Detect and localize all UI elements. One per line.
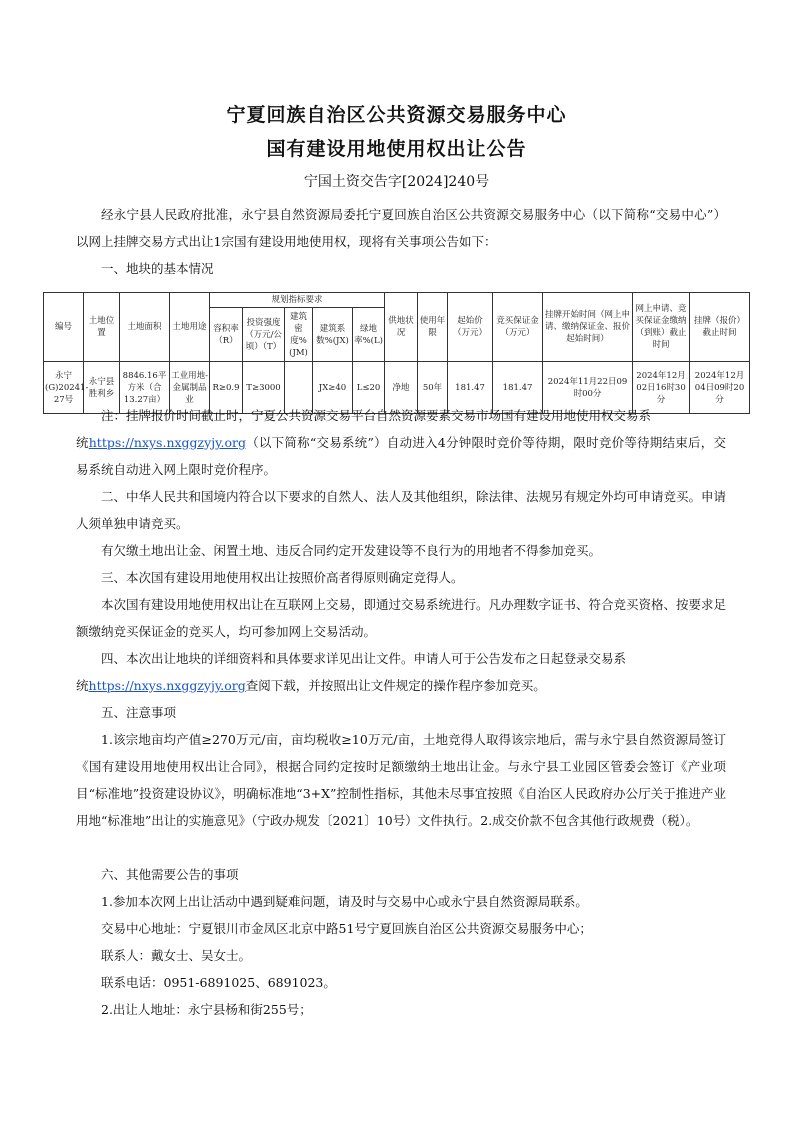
cell-listing-end: 2024年12月04日09时20分 [690,362,750,414]
header-location: 土地位置 [84,293,120,362]
note-paragraph [76,402,726,483]
section-6-item-5: 2.出让人地址：永宁县杨和街255号； [101,1002,312,1017]
header-plot-ratio: 容积率（R） [210,308,243,362]
header-term: 使用年限 [418,293,448,362]
cell-location: 永宁县胜利乡 [84,362,120,414]
cell-coefficient: JX≥40 [313,362,353,414]
note-suffix: （以下简称“交易系统”）自动进入4分钟限时竞价等待期，限时竞价等待期结束后，交易系统自动进入网上限时竞价程序。 [76,435,726,477]
header-density: 建筑密度%(JM) [285,308,313,362]
note-line-1: 注：挂牌报价时间截止时，宁夏公共资源交易平台自然资源要素交易市场国有建设用地使用权交易系 [101,408,652,423]
header-supply: 供地状况 [385,293,418,362]
header-use: 土地用途 [170,293,210,362]
section-5-heading: 五、注意事项 [101,705,177,720]
cell-deposit: 181.47 [493,362,543,414]
cell-green-rate: L≤20 [353,362,385,414]
trading-system-link[interactable]: https://nxys.nxggzyjy.org [88,435,246,450]
section-4-prefix: 统 [76,678,89,693]
intro-paragraph: 经永宁县人民政府批准，永宁县自然资源局委托宁夏回族自治区公共资源交易服务中心（以下简称“交易中心”）以网上挂牌交易方式出让1宗国有建设用地使用权，现将有关事项公告如下： [76,207,726,249]
cell-investment: T≥3000 [243,362,285,414]
header-start-price: 起始价（万元） [448,293,493,362]
notice-title: 国有建设用地使用权出让公告 [266,138,527,160]
note-line-2 [76,429,726,483]
cell-start-price: 181.47 [448,362,493,414]
section-3-detail: 本次国有建设用地使用权出让在互联网上交易，即通过交易系统进行。凡办理数字证书、符合竞买资格、按要求足额缴纳竞买保证金的竞买人，均可参加网上交易活动。 [76,597,727,639]
land-info-table [43,292,750,414]
section-2-restriction: 有欠缴土地出让金、闲置土地、违反合同约定开发建设等不良行为的用地者不得参加竞买。 [101,543,602,558]
cell-deadline: 2024年12月02日16时30分 [633,362,690,414]
section-4-line-1: 四、本次出让地块的详细资料和具体要求详见出让文件。申请人可于公告发布之日起登录交易系 [101,651,627,666]
header-area: 土地面积 [120,293,170,362]
cell-use: 工业用地-金属制品业 [170,362,210,414]
header-deposit: 竞买保证金（万元） [493,293,543,362]
org-title: 宁夏回族自治区公共资源交易服务中心 [226,104,567,126]
section-6-item-2: 交易中心地址：宁夏银川市金凤区北京中路51号宁夏回族自治区公共资源交易服务中心； [101,921,592,936]
section-3-paragraph: 三、本次国有建设用地使用权出让按照价高者得原则确定竞得人。 [101,570,464,585]
header-planning-group: 规划指标要求 [210,293,385,308]
note-prefix: 统 [76,435,89,450]
section-6-item-1: 1.参加本次网上出让活动中遇到疑难问题，请及时与交易中心或永宁县自然资源局联系。 [101,894,588,909]
cell-listing-start: 2024年11月22日09时00分 [543,362,633,414]
download-link[interactable]: https://nxys.nxggzyjy.org [88,678,246,693]
section-4-line-2 [76,672,726,699]
section-1-heading: 一、地块的基本情况 [101,261,214,276]
section-6-item-4: 联系电话：0951-6891025、6891023。 [101,975,336,990]
header-green-rate: 绿地率%(L) [353,308,385,362]
section-6-item-3: 联系人：戴女士、吴女士。 [101,948,252,963]
section-4-paragraph [76,645,726,699]
cell-term: 50年 [418,362,448,414]
section-5-paragraph: 1.该宗地亩均产值≥270万元/亩，亩均税收≥10万元/亩，土地竞得人取得该宗地后，需与永宁县自然资源局签订《国有建设用地使用权出让合同》，根据合同约定按时足额缴纳土地出让金。与永宁县工业园区管委会签订《产业项目“标准地”投资建设协议》，明确标准地“3+X”控制性指标，其他未尽事宜按照《自治区人民政府办公厅关于推进产业用地“标准地”出让的实施意见》（宁政办规发〔2021〕10号）文件执行。2.成交价款不包含其他行政规费（税）。 [76,732,726,828]
header-listing-end: 挂牌（报价）截止时间 [690,293,750,362]
cell-area: 8846.16平方米（合13.27亩） [120,362,170,414]
section-2-paragraph: 二、中华人民共和国境内符合以下要求的自然人、法人及其他组织，除法律、法规另有规定外均可申请竞买。申请人须单独申请竞买。 [76,489,727,531]
cell-no: 永宁(G)20241-27号 [44,362,84,414]
header-coefficient: 建筑系数%(JX) [313,308,353,362]
section-6-heading: 六、其他需要公告的事项 [101,867,239,882]
cell-supply: 净地 [385,362,418,414]
header-investment: 投资强度（万元/公顷）（T） [243,308,285,362]
header-deadline: 网上申请、竞买保证金缴纳（到账）截止时间 [633,293,690,362]
section-4-suffix: 查阅下载，并按照出让文件规定的操作程序参加竞买。 [245,678,546,693]
document-number: 宁国土资交告字[2024]240号 [303,174,490,190]
cell-plot-ratio: R≥0.9 [210,362,243,414]
header-no: 编号 [44,293,84,362]
header-listing-start: 挂牌开始时间（网上申请、缴纳保证金、报价起始时间） [543,293,633,362]
